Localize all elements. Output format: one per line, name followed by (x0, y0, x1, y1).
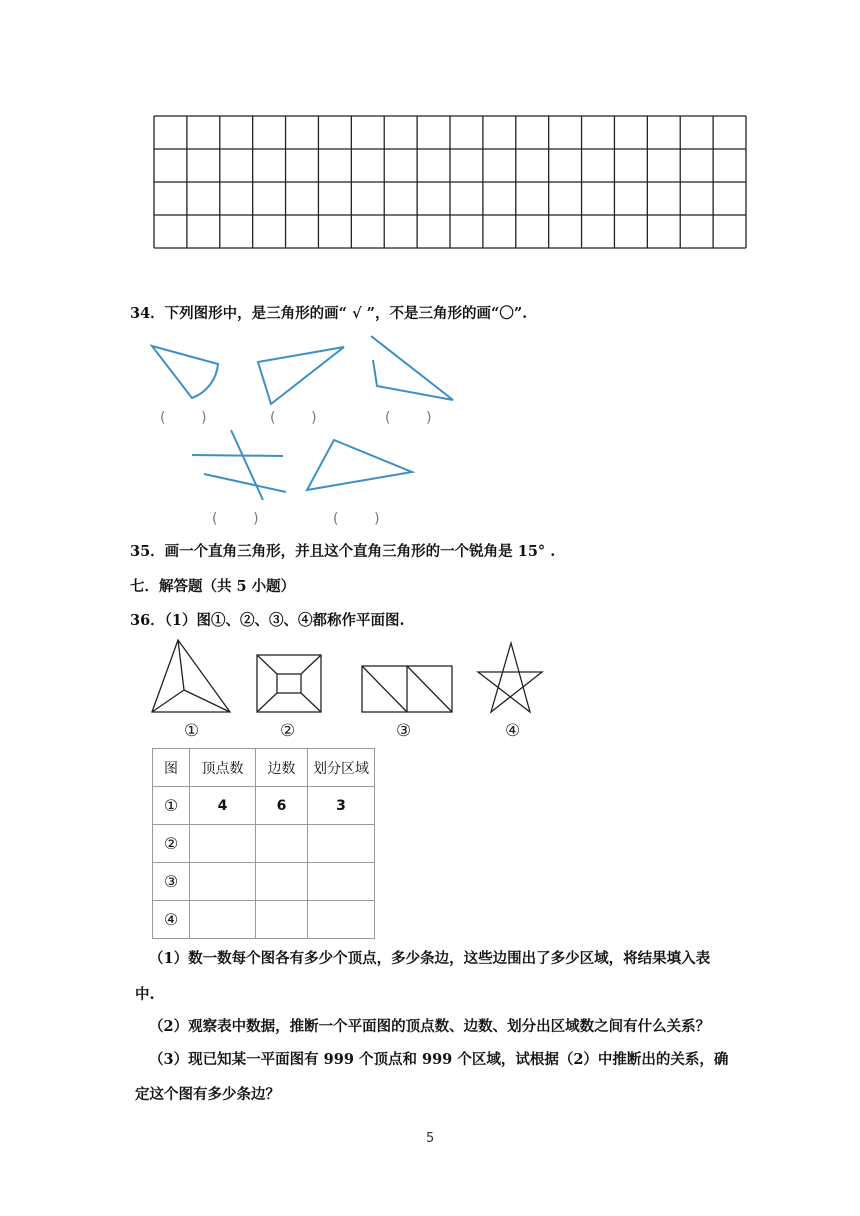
figure-3-icon (362, 666, 452, 712)
figure-label-2: ② (280, 721, 296, 741)
answer-paren-1[interactable]: ( ) (160, 410, 207, 426)
table-row (153, 825, 375, 863)
answer-paren-5[interactable]: ( ) (333, 511, 380, 527)
table-header-cell: 顶点数 (190, 749, 256, 787)
page-number: 5 (426, 1131, 435, 1146)
shape-triangle-2-icon (307, 440, 412, 490)
q36-sub3-line1: （3）现已知某一平面图有 999 个顶点和 999 个区域，试根据（2）中推断出的关系，确 (149, 1051, 729, 1068)
question-35-text: 35．画一个直角三角形，并且这个直角三角形的一个锐角是 15° . (130, 543, 556, 560)
shape-crossing-line-icon (192, 455, 283, 456)
table-cell[interactable] (256, 863, 308, 901)
table-cell[interactable] (308, 901, 375, 939)
table-cell[interactable]: 4 (190, 787, 256, 825)
question-36-intro: 36．（1）图①、②、③、④都称作平面图. (130, 612, 405, 629)
figure-4-star-icon (478, 643, 542, 712)
table-cell[interactable] (308, 863, 375, 901)
figure-label-4: ④ (505, 721, 521, 741)
table-header-cell: 图 (153, 749, 190, 787)
q36-sub2: （2）观察表中数据，推断一个平面图的顶点数、边数、划分出区域数之间有什么关系？ (149, 1018, 711, 1035)
table-row (153, 787, 375, 825)
shape-open-lines-icon (371, 336, 453, 400)
shape-sector-icon (152, 346, 218, 398)
table-cell: ④ (153, 901, 190, 939)
table-cell: ① (153, 787, 190, 825)
shape-triangle-icon (258, 347, 344, 404)
table-cell: ③ (153, 863, 190, 901)
table-row (153, 863, 375, 901)
table-cell[interactable]: 6 (256, 787, 308, 825)
table-header-cell: 划分区域 (308, 749, 375, 787)
answer-paren-2[interactable]: ( ) (270, 410, 317, 426)
table-cell[interactable] (308, 825, 375, 863)
q36-table (152, 748, 375, 939)
figure-label-3: ③ (396, 721, 412, 741)
answer-grid (153, 115, 747, 249)
figure-label-1: ① (184, 721, 200, 741)
table-cell[interactable] (190, 825, 256, 863)
figure-2-icon (257, 655, 321, 712)
figure-1-icon (152, 640, 230, 712)
section-7-title: 七．解答题（共 5 小题） (130, 578, 296, 595)
table-cell[interactable] (256, 825, 308, 863)
table-cell: ② (153, 825, 190, 863)
table-cell[interactable] (190, 863, 256, 901)
question-34-text: 34．下列图形中，是三角形的画“ √ ”，不是三角形的画“〇”. (130, 305, 528, 322)
table-cell[interactable] (190, 901, 256, 939)
q36-figures (140, 636, 560, 721)
table-header-cell: 边数 (256, 749, 308, 787)
q36-sub1-line1: （1）数一数每个图各有多少个顶点，多少条边，这些边围出了多少区域，将结果填入表 (149, 950, 711, 967)
table-cell[interactable] (256, 901, 308, 939)
answer-paren-4[interactable]: ( ) (212, 511, 259, 527)
table-cell[interactable]: 3 (308, 787, 375, 825)
table-header-row (153, 749, 375, 787)
answer-paren-3[interactable]: ( ) (385, 410, 432, 426)
q36-sub3-line2: 定这个图有多少条边？ (135, 1086, 280, 1103)
table-row (153, 901, 375, 939)
q36-sub1-line2: 中. (135, 986, 155, 1003)
